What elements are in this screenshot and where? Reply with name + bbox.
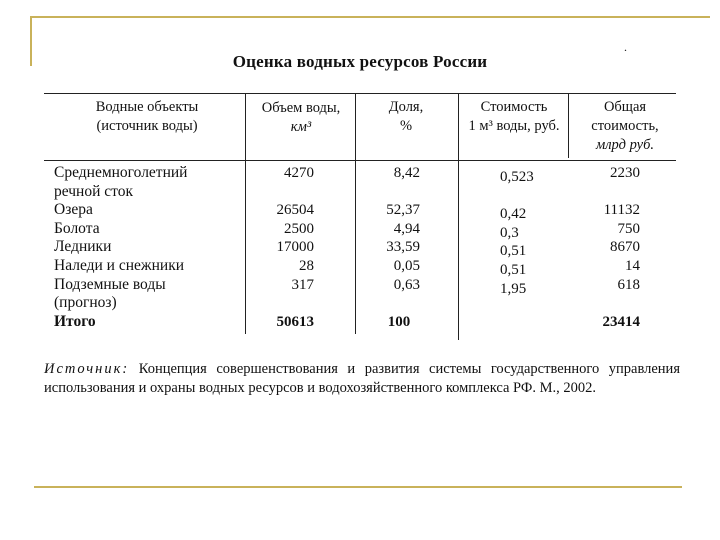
share-total: 100 bbox=[387, 313, 411, 330]
header-volume-line1: Объем воды, bbox=[261, 100, 341, 116]
header-cost-line2: 1 м³ воды, руб. bbox=[468, 118, 560, 134]
share-cell: 33,59 bbox=[386, 239, 420, 256]
total-cost-cell: 750 bbox=[617, 220, 640, 237]
header-total-cost bbox=[570, 98, 680, 155]
share-cell: 4,94 bbox=[393, 220, 420, 237]
total-cost-cell: 11132 bbox=[603, 202, 640, 219]
row-name: Подземные воды bbox=[54, 275, 166, 293]
volume-cell: 2500 bbox=[284, 220, 314, 237]
header-volume-line2: км³ bbox=[290, 119, 312, 135]
row-name: речной сток bbox=[54, 182, 133, 200]
header-total-cost-line3: млрд руб. bbox=[595, 137, 654, 153]
cost-cell: 0,3 bbox=[500, 224, 519, 241]
total-cost-cell: 2230 bbox=[610, 165, 640, 181]
table-top-rule bbox=[44, 93, 676, 94]
row-name: Ледники bbox=[54, 238, 112, 256]
header-total-cost-line2: стоимость, bbox=[591, 118, 659, 134]
header-share-line1: Доля, bbox=[388, 99, 424, 115]
source-note bbox=[44, 360, 680, 398]
header-cost bbox=[460, 98, 568, 136]
share-cell: 0,05 bbox=[393, 257, 420, 274]
total-cost-cell: 14 bbox=[625, 257, 640, 274]
row-name: Болота bbox=[54, 219, 100, 237]
slide-frame-bottom bbox=[34, 486, 682, 488]
header-share bbox=[360, 98, 452, 136]
total-cost-cell: 8670 bbox=[610, 239, 640, 256]
share-cell: 52,37 bbox=[386, 202, 420, 219]
source-label: Источник: bbox=[44, 361, 130, 377]
row-name: (прогноз) bbox=[54, 294, 117, 312]
row-name-total: Итого bbox=[54, 312, 96, 330]
cost-column bbox=[500, 168, 550, 298]
volume-column bbox=[262, 164, 314, 331]
cost-cell: 1,95 bbox=[500, 280, 527, 297]
table-divider-4 bbox=[568, 94, 569, 158]
cost-cell: 0,523 bbox=[500, 169, 534, 185]
volume-cell: 17000 bbox=[276, 239, 314, 256]
total-cost-total: 23414 bbox=[602, 313, 640, 330]
row-name: Наледи и снежники bbox=[54, 256, 185, 274]
share-column bbox=[372, 164, 420, 331]
header-volume bbox=[248, 99, 354, 137]
volume-cell: 28 bbox=[299, 257, 314, 274]
total-cost-column bbox=[588, 164, 640, 331]
volume-cell: 317 bbox=[291, 276, 314, 293]
volume-total: 50613 bbox=[276, 313, 314, 330]
source-text: Концепция совершенствования и развития системы государственного управления использования и охраны водных ресурсов и водохозяйственного комплекса РФ. М., 2002. bbox=[44, 361, 680, 396]
total-cost-cell: 618 bbox=[617, 276, 640, 293]
stray-dot: . bbox=[624, 40, 627, 54]
share-cell: 0,63 bbox=[393, 276, 420, 293]
page-title: Оценка водных ресурсов России bbox=[232, 52, 488, 71]
header-objects bbox=[62, 98, 232, 136]
volume-cell: 26504 bbox=[276, 202, 314, 219]
row-name: Озера bbox=[54, 201, 93, 219]
volume-cell: 4270 bbox=[284, 165, 314, 181]
slide-frame-top bbox=[30, 16, 710, 18]
table-header-rule bbox=[44, 160, 676, 161]
cost-cell: 0,51 bbox=[500, 243, 527, 260]
row-names bbox=[54, 164, 249, 331]
share-cell: 8,42 bbox=[393, 165, 420, 181]
header-objects-line1: Водные объекты bbox=[95, 99, 199, 115]
header-total-cost-line1: Общая bbox=[603, 99, 647, 115]
table-divider-3 bbox=[458, 94, 459, 340]
header-share-line2: % bbox=[399, 118, 413, 134]
header-objects-line2: (источник воды) bbox=[96, 118, 198, 134]
cost-cell: 0,42 bbox=[500, 206, 527, 223]
cost-cell: 0,51 bbox=[500, 261, 527, 278]
table-divider-2 bbox=[355, 94, 356, 334]
header-cost-line1: Стоимость bbox=[480, 99, 548, 115]
row-name: Среднемноголетний bbox=[54, 164, 188, 181]
